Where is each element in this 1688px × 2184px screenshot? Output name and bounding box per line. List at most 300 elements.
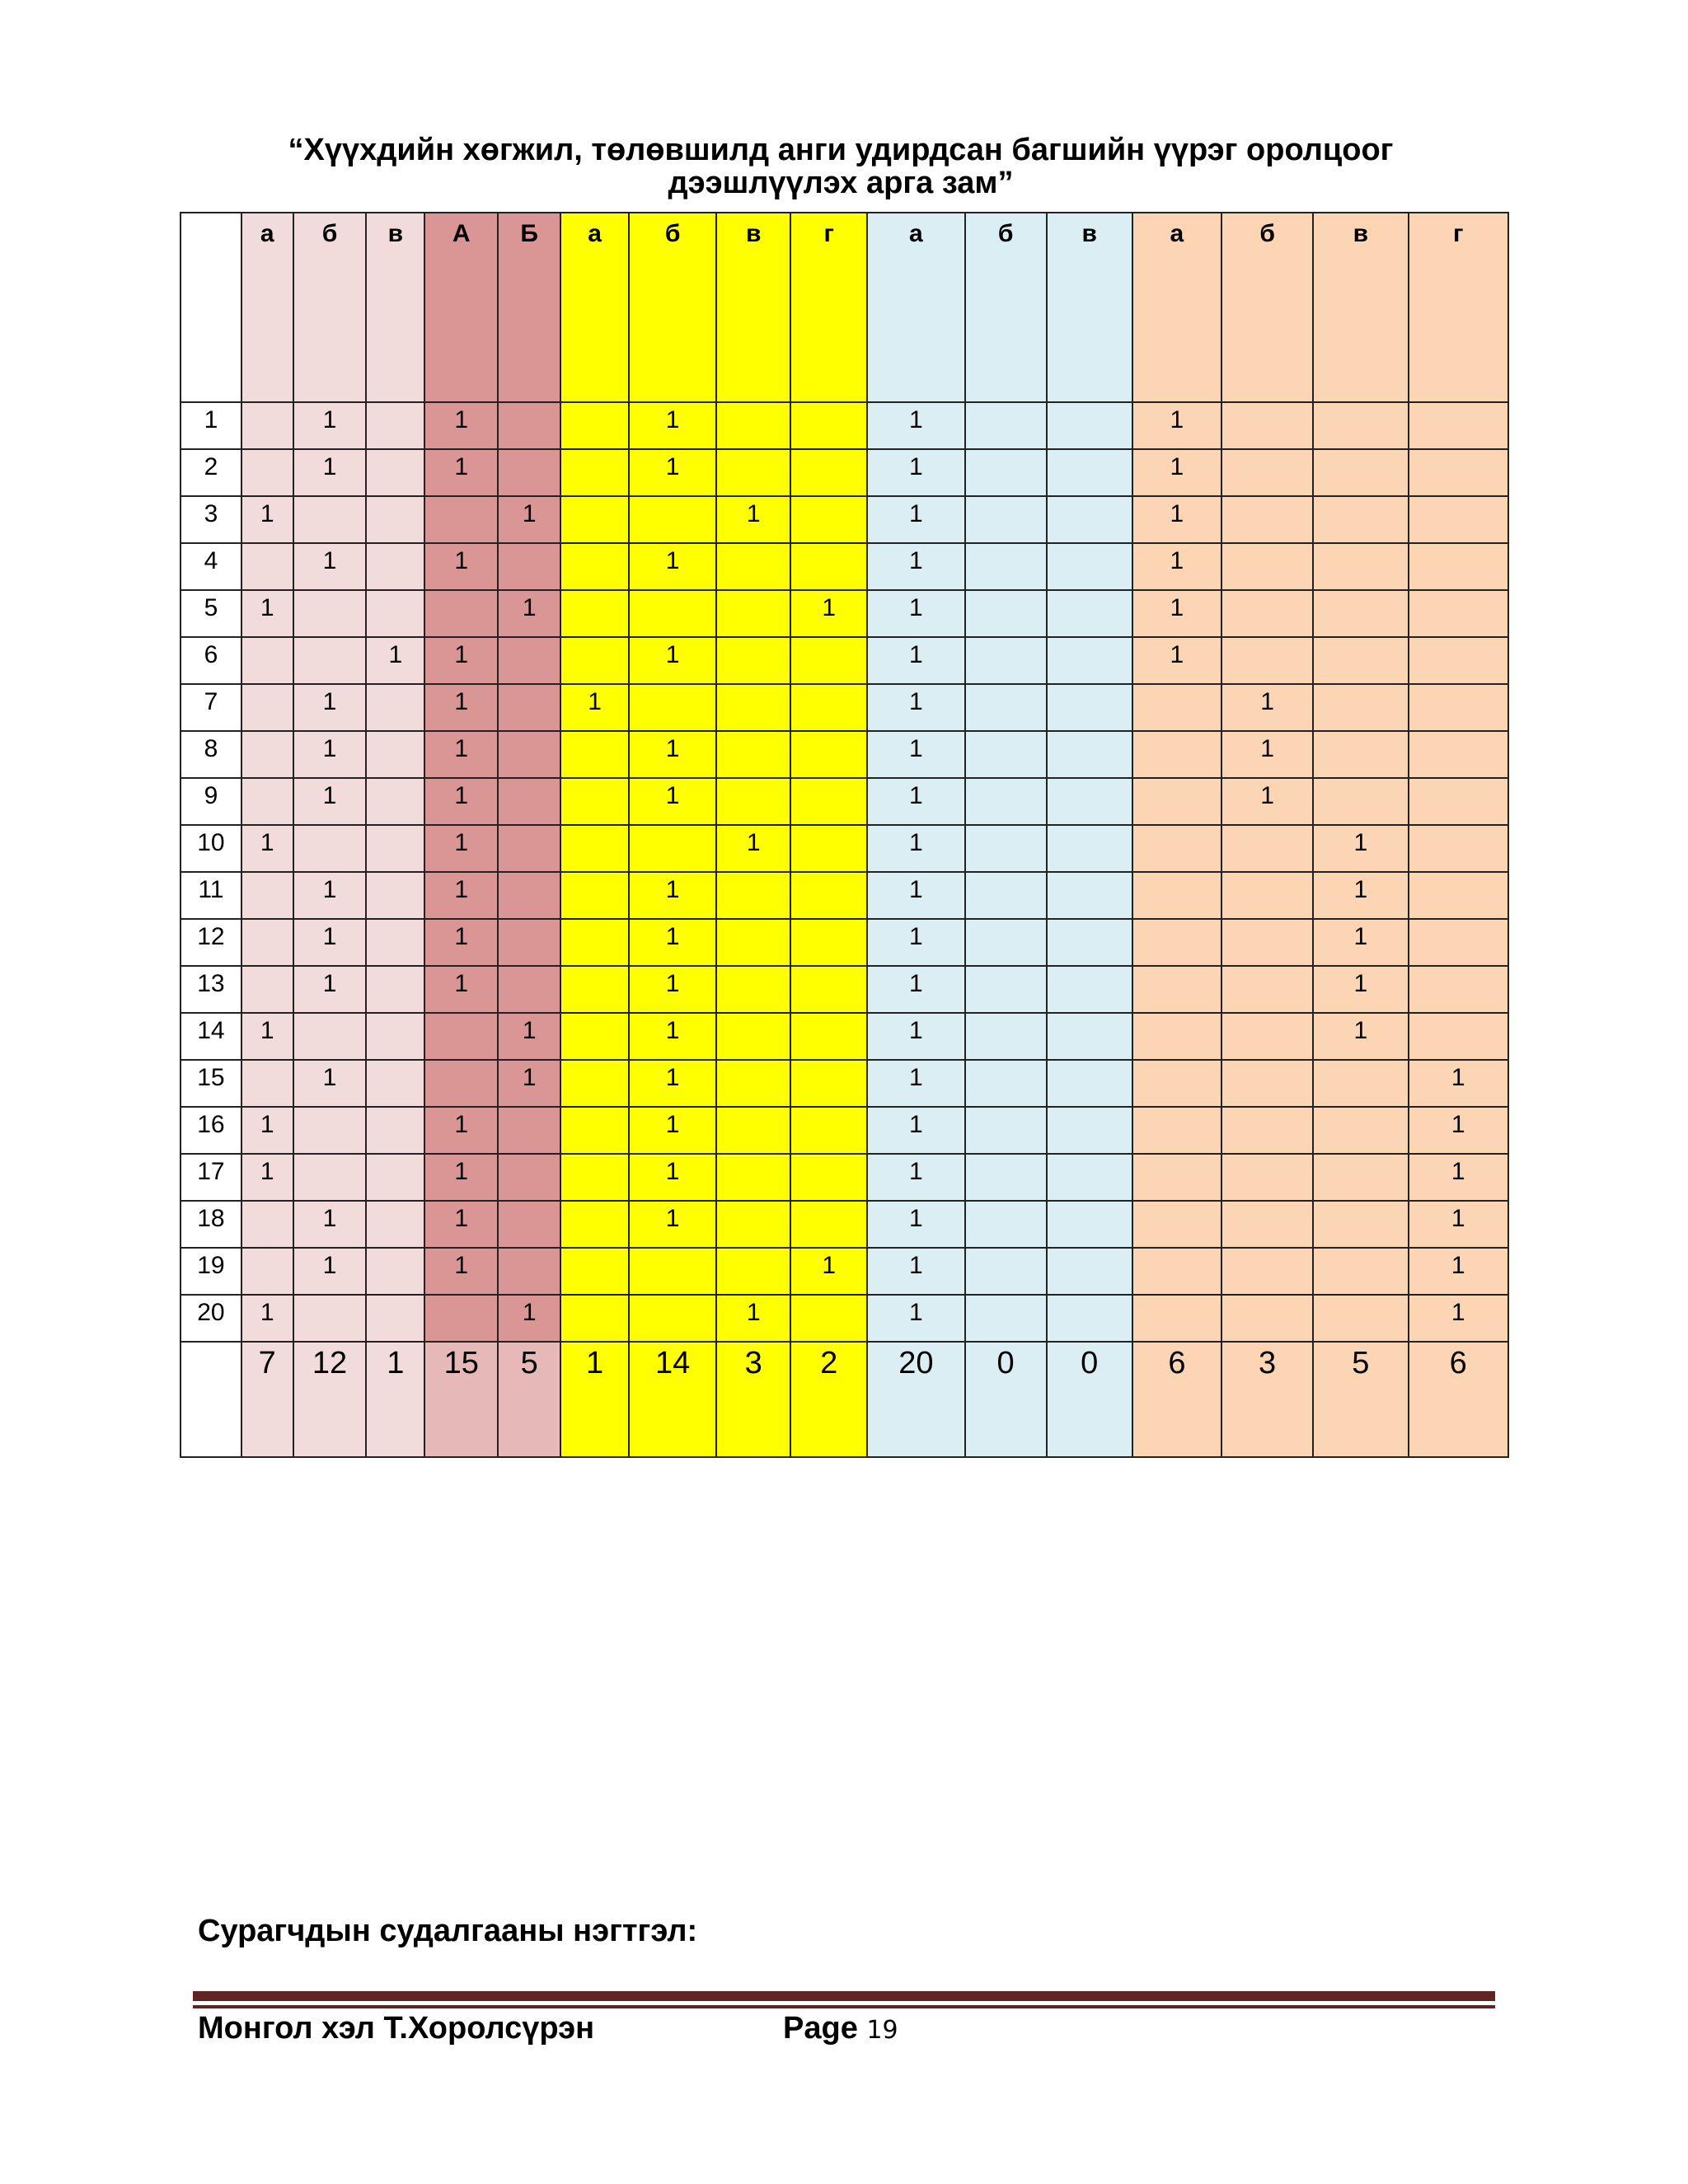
table-cell: [424, 1295, 498, 1342]
table-cell: [1409, 590, 1509, 637]
table-row: [181, 543, 1508, 590]
table-cell: [1047, 496, 1132, 543]
table-cell: [1409, 966, 1509, 1013]
table-cell: 1: [1132, 637, 1221, 684]
table-cell: [1047, 919, 1132, 966]
table-cell: [366, 590, 424, 637]
table-cell: 1: [293, 684, 367, 731]
row-number: 9: [181, 778, 241, 825]
table-cell: [716, 684, 790, 731]
table-cell: [1221, 825, 1313, 872]
table-cell: 1: [293, 778, 367, 825]
table-cell: 1: [867, 825, 964, 872]
table-cell: [1409, 684, 1509, 731]
table-cell: [716, 590, 790, 637]
table-cell: [965, 1013, 1047, 1060]
table-cell: [366, 1248, 424, 1295]
table-cell: 1: [241, 1107, 293, 1154]
table-cell: [1221, 543, 1313, 590]
table-cell: 1: [424, 825, 498, 872]
table-cell: 1: [629, 1107, 716, 1154]
table-cell: 1: [293, 1248, 367, 1295]
footer-author: Монгол хэл Т.Хоролсүрэн: [198, 2011, 595, 2046]
table-cell: [965, 496, 1047, 543]
row-number: 7: [181, 684, 241, 731]
total-cell: 3: [716, 1342, 790, 1457]
table-cell: [965, 872, 1047, 919]
column-header: б: [1221, 213, 1313, 402]
column-header: б: [293, 213, 367, 402]
table-cell: 1: [629, 449, 716, 496]
table-cell: [293, 637, 367, 684]
table-cell: [1132, 1060, 1221, 1107]
table-cell: 1: [629, 731, 716, 778]
table-cell: 1: [867, 637, 964, 684]
table-cell: [560, 496, 629, 543]
table-cell: [366, 731, 424, 778]
row-number: 14: [181, 1013, 241, 1060]
table-cell: [716, 449, 790, 496]
table-cell: [1313, 637, 1408, 684]
table-cell: [1047, 778, 1132, 825]
table-cell: 1: [629, 543, 716, 590]
table-cell: [424, 1013, 498, 1060]
table-cell: [1132, 966, 1221, 1013]
table-cell: 1: [1409, 1248, 1509, 1295]
table-cell: 1: [867, 731, 964, 778]
table-row: [181, 872, 1508, 919]
total-cell: 7: [241, 1342, 293, 1457]
table-cell: [366, 1201, 424, 1248]
table-cell: [560, 402, 629, 449]
table-cell: [790, 825, 867, 872]
table-row: [181, 825, 1508, 872]
table-cell: [293, 590, 367, 637]
table-cell: 1: [293, 543, 367, 590]
table-cell: [965, 543, 1047, 590]
table-cell: [366, 1013, 424, 1060]
table-cell: [498, 543, 560, 590]
table-cell: [293, 1295, 367, 1342]
table-cell: 1: [424, 1107, 498, 1154]
table-cell: [965, 1107, 1047, 1154]
table-cell: 1: [1409, 1107, 1509, 1154]
table-cell: 1: [1132, 590, 1221, 637]
table-cell: [790, 778, 867, 825]
table-cell: [560, 1107, 629, 1154]
table-cell: [790, 1107, 867, 1154]
table-row: [181, 496, 1508, 543]
table-cell: 1: [241, 590, 293, 637]
row-number: 1: [181, 402, 241, 449]
row-number: 3: [181, 496, 241, 543]
table-cell: [1132, 1295, 1221, 1342]
row-number: 19: [181, 1248, 241, 1295]
table-cell: 1: [366, 637, 424, 684]
table-cell: [1313, 496, 1408, 543]
table-cell: [366, 402, 424, 449]
table-cell: [1047, 966, 1132, 1013]
survey-table-body: [181, 213, 1508, 1457]
table-cell: [1409, 825, 1509, 872]
table-cell: [790, 1060, 867, 1107]
table-cell: [965, 684, 1047, 731]
table-cell: 1: [1132, 543, 1221, 590]
document-title: [181, 134, 1500, 199]
table-cell: [366, 543, 424, 590]
table-cell: 1: [424, 543, 498, 590]
table-cell: [366, 1060, 424, 1107]
row-number: 13: [181, 966, 241, 1013]
table-cell: [716, 919, 790, 966]
table-cell: [560, 778, 629, 825]
table-cell: [1221, 402, 1313, 449]
table-cell: [790, 637, 867, 684]
table-cell: [1221, 1060, 1313, 1107]
table-cell: [790, 543, 867, 590]
column-header: в: [366, 213, 424, 402]
column-header: а: [1132, 213, 1221, 402]
total-cell: 20: [867, 1342, 964, 1457]
table-cell: [241, 731, 293, 778]
table-row: [181, 1154, 1508, 1201]
table-cell: 1: [867, 402, 964, 449]
table-row: [181, 449, 1508, 496]
table-row: [181, 1060, 1508, 1107]
table-cell: [1313, 684, 1408, 731]
table-cell: [560, 731, 629, 778]
table-cell: 1: [867, 543, 964, 590]
table-cell: 1: [293, 402, 367, 449]
total-cell: 1: [560, 1342, 629, 1457]
table-cell: [790, 1154, 867, 1201]
table-cell: 1: [560, 684, 629, 731]
table-cell: [1221, 449, 1313, 496]
table-cell: [1047, 1295, 1132, 1342]
row-number: 5: [181, 590, 241, 637]
table-cell: [560, 1013, 629, 1060]
title-line-2: дээшлүүлэх арга зам”: [668, 166, 1014, 200]
table-cell: [560, 1248, 629, 1295]
table-cell: [1047, 1013, 1132, 1060]
table-cell: [241, 1248, 293, 1295]
table-cell: [241, 402, 293, 449]
table-cell: 1: [1313, 872, 1408, 919]
table-cell: 1: [716, 496, 790, 543]
section-heading: Сурагчдын судалгааны нэгтгэл:: [198, 1914, 698, 1948]
table-cell: 1: [629, 872, 716, 919]
header-corner-cell: [181, 213, 241, 402]
totals-row: [181, 1342, 1508, 1457]
table-cell: [498, 1201, 560, 1248]
table-cell: [716, 543, 790, 590]
table-cell: 1: [1409, 1154, 1509, 1201]
total-cell: 5: [498, 1342, 560, 1457]
table-cell: [1047, 543, 1132, 590]
table-cell: [1409, 637, 1509, 684]
table-cell: [1313, 731, 1408, 778]
table-cell: [716, 1154, 790, 1201]
table-cell: [965, 1248, 1047, 1295]
table-cell: [1409, 543, 1509, 590]
table-cell: [790, 684, 867, 731]
table-cell: 1: [424, 778, 498, 825]
table-cell: [1313, 1248, 1408, 1295]
table-cell: [1313, 1201, 1408, 1248]
table-cell: [629, 590, 716, 637]
table-cell: 1: [424, 449, 498, 496]
table-cell: [498, 1154, 560, 1201]
table-cell: 1: [424, 637, 498, 684]
table-cell: [1047, 684, 1132, 731]
table-cell: 1: [629, 919, 716, 966]
table-cell: [1221, 1107, 1313, 1154]
total-cell: 0: [1047, 1342, 1132, 1457]
table-cell: [1409, 919, 1509, 966]
table-cell: [790, 449, 867, 496]
table-cell: [790, 402, 867, 449]
table-cell: 1: [629, 402, 716, 449]
table-cell: 1: [1313, 1013, 1408, 1060]
table-cell: [366, 919, 424, 966]
table-cell: [366, 496, 424, 543]
table-cell: [965, 1201, 1047, 1248]
table-cell: [1221, 496, 1313, 543]
header-row: [181, 213, 1508, 402]
row-number: 4: [181, 543, 241, 590]
table-cell: [965, 825, 1047, 872]
table-cell: [366, 684, 424, 731]
table-cell: [1132, 1248, 1221, 1295]
table-cell: [366, 825, 424, 872]
table-cell: 1: [629, 778, 716, 825]
table-cell: [1132, 1013, 1221, 1060]
column-header: в: [716, 213, 790, 402]
column-header: б: [965, 213, 1047, 402]
table-cell: [293, 1013, 367, 1060]
table-cell: [560, 1154, 629, 1201]
table-cell: [560, 919, 629, 966]
table-cell: [1313, 778, 1408, 825]
table-cell: 1: [293, 1201, 367, 1248]
table-cell: [498, 778, 560, 825]
table-cell: 1: [1313, 966, 1408, 1013]
table-cell: [1221, 1154, 1313, 1201]
table-cell: 1: [629, 1154, 716, 1201]
table-cell: [293, 496, 367, 543]
table-cell: [716, 731, 790, 778]
table-cell: [241, 1201, 293, 1248]
table-cell: 1: [498, 1295, 560, 1342]
table-cell: 1: [716, 1295, 790, 1342]
table-cell: [716, 637, 790, 684]
column-header: Б: [498, 213, 560, 402]
table-cell: 1: [293, 1060, 367, 1107]
table-cell: [1409, 731, 1509, 778]
table-cell: [716, 872, 790, 919]
table-cell: [965, 731, 1047, 778]
table-cell: [965, 590, 1047, 637]
table-cell: 1: [867, 449, 964, 496]
table-cell: [790, 1201, 867, 1248]
table-row: [181, 778, 1508, 825]
table-cell: [1132, 778, 1221, 825]
title-line-1: “Хүүхдийн хөгжил, төлөвшилд анги удирдсан багшийн үүрэг оролцоог: [288, 133, 1394, 167]
table-row: [181, 919, 1508, 966]
table-cell: 1: [1313, 825, 1408, 872]
table-cell: [1409, 449, 1509, 496]
row-number: 8: [181, 731, 241, 778]
table-cell: [498, 637, 560, 684]
table-cell: [1047, 1154, 1132, 1201]
table-cell: 1: [1409, 1295, 1509, 1342]
column-header: а: [241, 213, 293, 402]
table-cell: [498, 449, 560, 496]
table-cell: [1047, 1201, 1132, 1248]
table-cell: 1: [424, 1201, 498, 1248]
table-cell: 1: [867, 1013, 964, 1060]
table-cell: [716, 402, 790, 449]
table-cell: 1: [629, 966, 716, 1013]
table-cell: 1: [424, 684, 498, 731]
row-number: 18: [181, 1201, 241, 1248]
table-cell: [716, 1248, 790, 1295]
row-number: 20: [181, 1295, 241, 1342]
footer-page: [783, 2011, 898, 2046]
table-cell: 1: [424, 1154, 498, 1201]
table-cell: 1: [629, 1060, 716, 1107]
table-cell: [1409, 402, 1509, 449]
table-cell: [241, 778, 293, 825]
table-cell: [965, 1154, 1047, 1201]
table-cell: 1: [1313, 919, 1408, 966]
table-cell: 1: [867, 1295, 964, 1342]
table-cell: [498, 1248, 560, 1295]
column-header: б: [629, 213, 716, 402]
table-cell: [1221, 966, 1313, 1013]
table-cell: [629, 684, 716, 731]
table-cell: 1: [293, 872, 367, 919]
table-cell: 1: [424, 919, 498, 966]
column-header: а: [867, 213, 964, 402]
table-cell: [1132, 825, 1221, 872]
table-cell: [1221, 872, 1313, 919]
table-cell: 1: [498, 1013, 560, 1060]
table-cell: 1: [867, 684, 964, 731]
total-cell: 6: [1409, 1342, 1509, 1457]
table-cell: 1: [1409, 1060, 1509, 1107]
table-cell: 1: [867, 1248, 964, 1295]
row-number: 11: [181, 872, 241, 919]
footer-rule-thick: [193, 1991, 1495, 2001]
footer-rule-thin: [193, 2005, 1495, 2008]
table-cell: [1409, 1013, 1509, 1060]
row-number: 16: [181, 1107, 241, 1154]
table-cell: [424, 496, 498, 543]
column-header: г: [1409, 213, 1509, 402]
table-cell: [498, 684, 560, 731]
table-row: [181, 731, 1508, 778]
table-cell: [241, 543, 293, 590]
table-cell: [1313, 1060, 1408, 1107]
table-cell: [560, 966, 629, 1013]
row-number: 15: [181, 1060, 241, 1107]
table-cell: [560, 590, 629, 637]
table-cell: [560, 543, 629, 590]
table-cell: [1047, 1248, 1132, 1295]
table-cell: [1047, 637, 1132, 684]
table-cell: 1: [424, 402, 498, 449]
table-row: [181, 1201, 1508, 1248]
table-cell: [241, 966, 293, 1013]
total-cell: 3: [1221, 1342, 1313, 1457]
table-cell: [629, 1248, 716, 1295]
table-cell: 1: [241, 1013, 293, 1060]
table-cell: [965, 449, 1047, 496]
table-cell: [716, 1013, 790, 1060]
table-cell: [1047, 590, 1132, 637]
table-cell: [560, 825, 629, 872]
table-cell: 1: [1132, 496, 1221, 543]
table-cell: [1047, 1107, 1132, 1154]
row-number: 17: [181, 1154, 241, 1201]
table-cell: 1: [498, 496, 560, 543]
table-cell: [498, 1107, 560, 1154]
table-cell: 1: [867, 872, 964, 919]
table-cell: [1409, 496, 1509, 543]
totals-label-cell: [181, 1342, 241, 1457]
table-cell: [790, 1013, 867, 1060]
table-row: [181, 1013, 1508, 1060]
table-cell: [965, 637, 1047, 684]
table-cell: 1: [867, 496, 964, 543]
table-cell: [790, 496, 867, 543]
table-row: [181, 684, 1508, 731]
table-cell: 1: [629, 1201, 716, 1248]
table-cell: [965, 1060, 1047, 1107]
table-cell: [1047, 872, 1132, 919]
table-cell: [1047, 825, 1132, 872]
table-cell: 1: [1221, 684, 1313, 731]
table-cell: 1: [241, 496, 293, 543]
table-cell: [560, 449, 629, 496]
table-row: [181, 966, 1508, 1013]
table-cell: [241, 637, 293, 684]
table-cell: [366, 872, 424, 919]
table-cell: [241, 919, 293, 966]
table-cell: [1221, 637, 1313, 684]
table-cell: [560, 1060, 629, 1107]
table-cell: [629, 1295, 716, 1342]
table-cell: [498, 966, 560, 1013]
table-cell: [790, 966, 867, 1013]
footer-page-label: Page: [783, 2011, 858, 2046]
table-cell: [498, 731, 560, 778]
table-cell: [1132, 1154, 1221, 1201]
table-cell: [629, 825, 716, 872]
table-cell: [366, 1295, 424, 1342]
table-cell: 1: [867, 1201, 964, 1248]
table-cell: [716, 1201, 790, 1248]
table-cell: [716, 966, 790, 1013]
table-cell: [965, 1295, 1047, 1342]
table-cell: [241, 872, 293, 919]
row-number: 2: [181, 449, 241, 496]
table-cell: 1: [424, 872, 498, 919]
table-cell: 1: [629, 637, 716, 684]
column-header: г: [790, 213, 867, 402]
table-cell: [1313, 1107, 1408, 1154]
